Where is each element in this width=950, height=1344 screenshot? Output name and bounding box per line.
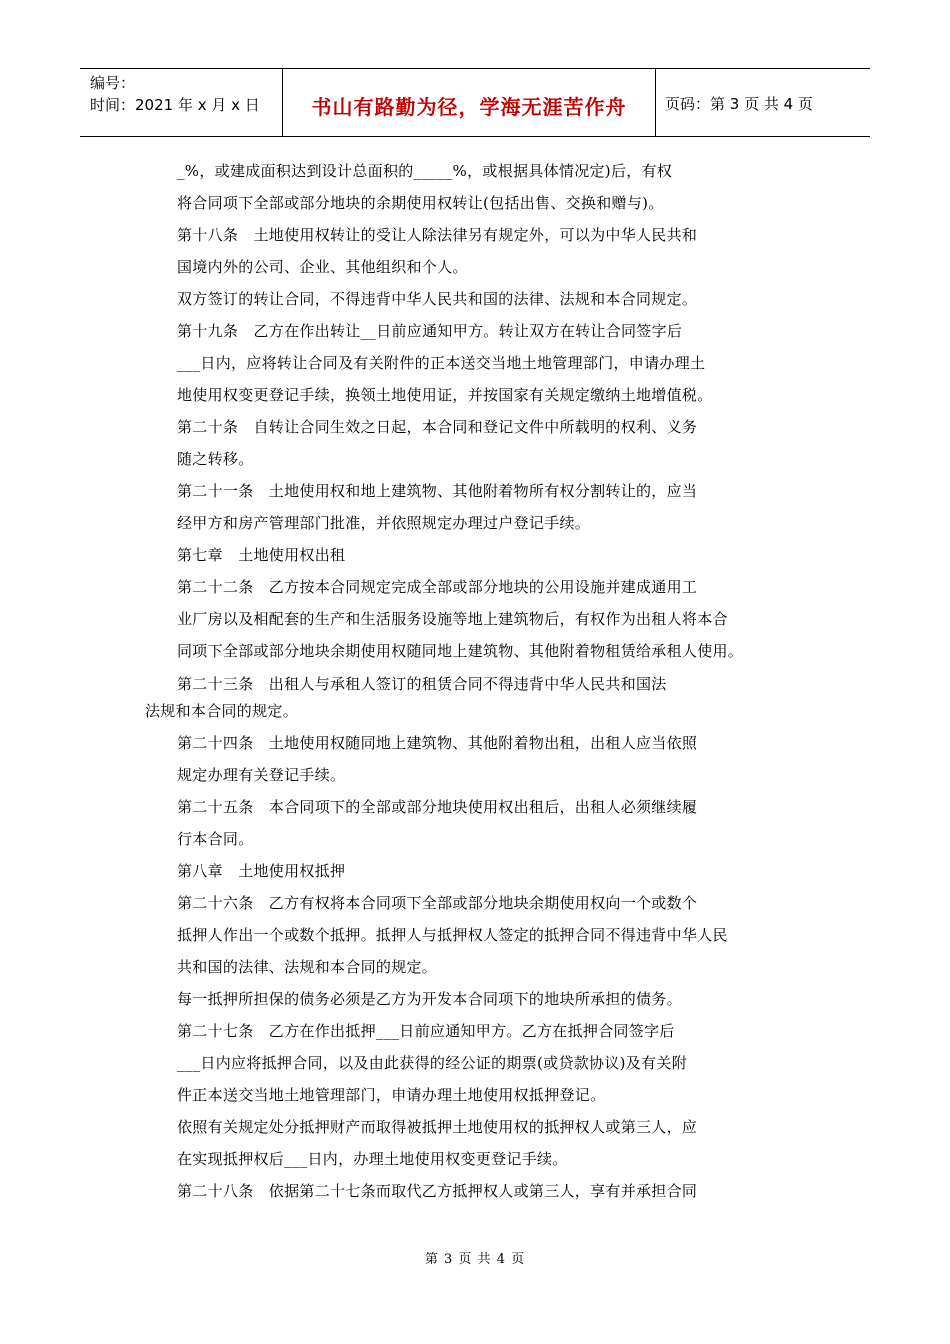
body-line: 第十九条 乙方在作出转让__日前应通知甲方。转让双方在转让合同签字后 <box>177 322 683 340</box>
document-number: 编号： <box>90 74 136 92</box>
body-line: 件正本送交当地土地管理部门，申请办理土地使用权抵押登记。 <box>177 1086 606 1104</box>
body-line: 将合同项下全部或部分地块的余期使用权转让(包括出售、交换和赠与)。 <box>177 194 664 212</box>
body-line: 第二十三条 出租人与承租人签订的租赁合同不得违背中华人民共和国法 <box>177 675 667 693</box>
body-line: 第八章 土地使用权抵押 <box>177 862 346 880</box>
body-line: 第十八条 土地使用权转让的受让人除法律另有规定外，可以为中华人民共和 <box>177 226 698 244</box>
body-line: _%，或建成面积达到设计总面积的_____%，或根据具体情况定)后，有权 <box>177 162 673 180</box>
body-line: 行本合同。 <box>177 830 254 848</box>
header-bottom-rule <box>80 136 870 137</box>
body-line: 第二十七条 乙方在作出抵押___日前应通知甲方。乙方在抵押合同签字后 <box>177 1022 675 1040</box>
header-page-number: 页码：第 3 页 共 4 页 <box>665 95 813 113</box>
body-line: 法规和本合同的规定。 <box>145 702 299 720</box>
body-line: 每一抵押所担保的债务必须是乙方为开发本合同项下的地块所承担的债务。 <box>177 990 682 1008</box>
body-line: 随之转移。 <box>177 450 254 468</box>
body-line: 第二十四条 土地使用权随同地上建筑物、其他附着物出租，出租人应当依照 <box>177 734 698 752</box>
header-divider-right <box>655 68 656 136</box>
body-line: 双方签订的转让合同，不得违背中华人民共和国的法律、法规和本合同规定。 <box>177 290 698 308</box>
body-line: 第二十一条 土地使用权和地上建筑物、其他附着物所有权分割转让的，应当 <box>177 482 698 500</box>
body-line: 第二十八条 依据第二十七条而取代乙方抵押权人或第三人，享有并承担合同 <box>177 1182 698 1200</box>
body-line: 第二十条 自转让合同生效之日起，本合同和登记文件中所载明的权利、义务 <box>177 418 698 436</box>
body-line: 在实现抵押权后___日内，办理土地使用权变更登记手续。 <box>177 1150 568 1168</box>
body-line: 第二十五条 本合同项下的全部或部分地块使用权出租后，出租人必须继续履 <box>177 798 698 816</box>
document-date: 时间：2021 年 x 月 x 日 <box>90 96 260 114</box>
body-line: 第二十六条 乙方有权将本合同项下全部或部分地块余期使用权向一个或数个 <box>177 894 698 912</box>
body-line: 规定办理有关登记手续。 <box>177 766 346 784</box>
body-line: 国境内外的公司、企业、其他组织和个人。 <box>177 258 468 276</box>
body-line: 第二十二条 乙方按本合同规定完成全部或部分地块的公用设施并建成通用工 <box>177 578 698 596</box>
body-line: 共和国的法律、法规和本合同的规定。 <box>177 958 438 976</box>
body-line: 抵押人作出一个或数个抵押。抵押人与抵押权人签定的抵押合同不得违背中华人民 <box>177 926 728 944</box>
body-line: 业厂房以及相配套的生产和生活服务设施等地上建筑物后，有权作为出租人将本合 <box>177 610 728 628</box>
body-line: 第七章 土地使用权出租 <box>177 546 346 564</box>
body-line: 同项下全部或部分地块余期使用权随同地上建筑物、其他附着物租赁给承租人使用。 <box>177 642 744 660</box>
body-line: ___日内应将抵押合同，以及由此获得的经公证的期票(或贷款协议)及有关附 <box>177 1054 688 1072</box>
page-footer: 第 3 页 共 4 页 <box>424 1252 526 1267</box>
header-meta <box>90 72 260 116</box>
body-line: 依照有关规定处分抵押财产而取得被抵押土地使用权的抵押权人或第三人，应 <box>177 1118 698 1136</box>
header-top-rule <box>80 68 870 69</box>
body-line: 地使用权变更登记手续，换领土地使用证，并按国家有关规定缴纳土地增值税。 <box>177 386 713 404</box>
body-line: ___日内，应将转让合同及有关附件的正本送交当地土地管理部门，申请办理土 <box>177 354 706 372</box>
header-motto: 书山有路勤为径，学海无涯苦作舟 <box>311 95 627 119</box>
body-line: 经甲方和房产管理部门批准，并依照规定办理过户登记手续。 <box>177 514 591 532</box>
